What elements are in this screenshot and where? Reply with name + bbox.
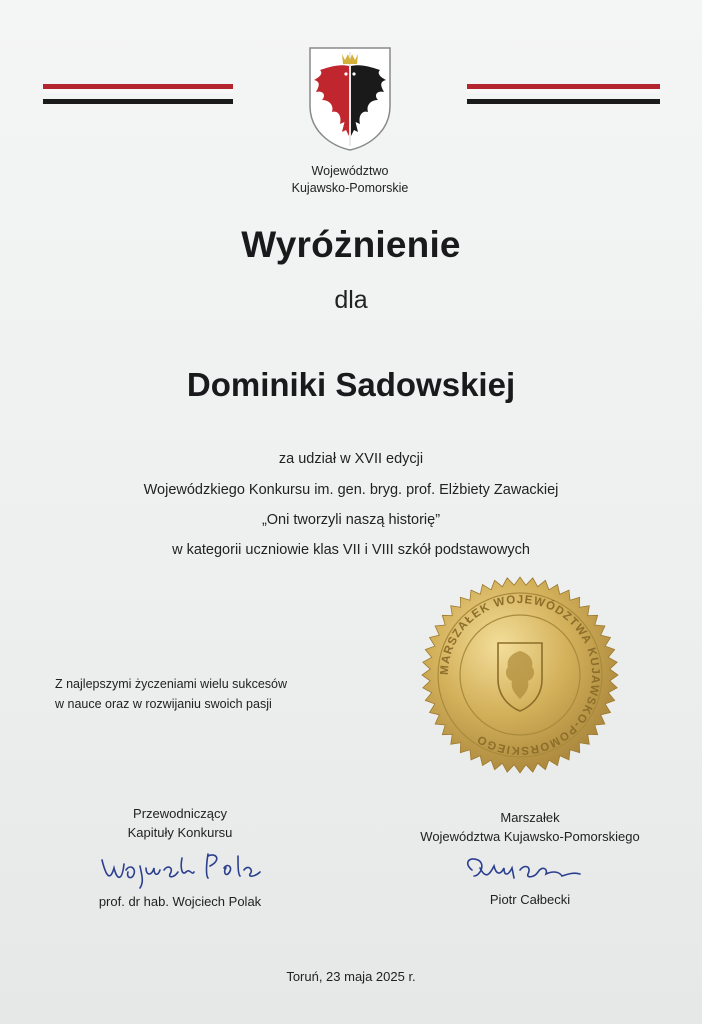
- handwritten-signature-left: [90, 842, 270, 894]
- coat-of-arms-icon: [306, 44, 394, 152]
- signature-right: Marszałek Województwa Kujawsko-Pomorskiego Piotr Całbecki: [420, 810, 640, 907]
- description-line-2: Wojewódzkiego Konkursu im. gen. bryg. prof. Elżbiety Zawackiej: [143, 482, 559, 498]
- seal-inscription: MARSZAŁEK WOJEWÓDZTWA KUJAWSKO-POMORSKIEGO: [438, 593, 602, 757]
- handwritten-signature-right: [450, 846, 610, 892]
- signature-left: Przewodniczący Kapituły Konkursu prof. dr hab. Wojciech Polak: [60, 804, 300, 909]
- description-line-3: „Oni tworzyli naszą historię”: [261, 512, 441, 528]
- recipient-name: Dominiki Sadowskiej: [186, 366, 516, 403]
- wishes-text: Z najlepszymi życzeniami wielu sukcesów w nauce oraz w rozwijaniu swoich pasji: [55, 677, 288, 711]
- description-line-1: za udział w XVII edycji: [278, 451, 424, 467]
- description-line-4: w kategorii uczniowie klas VII i VIII szkół podstawowych: [172, 542, 530, 558]
- gold-seal-icon: [420, 575, 620, 775]
- place-date: Toruń, 23 maja 2025 r.: [286, 969, 416, 984]
- for-word: dla: [334, 286, 368, 314]
- region-name: Województwo Kujawsko-Pomorskie: [291, 164, 409, 195]
- certificate-title: Wyróżnienie: [241, 224, 461, 265]
